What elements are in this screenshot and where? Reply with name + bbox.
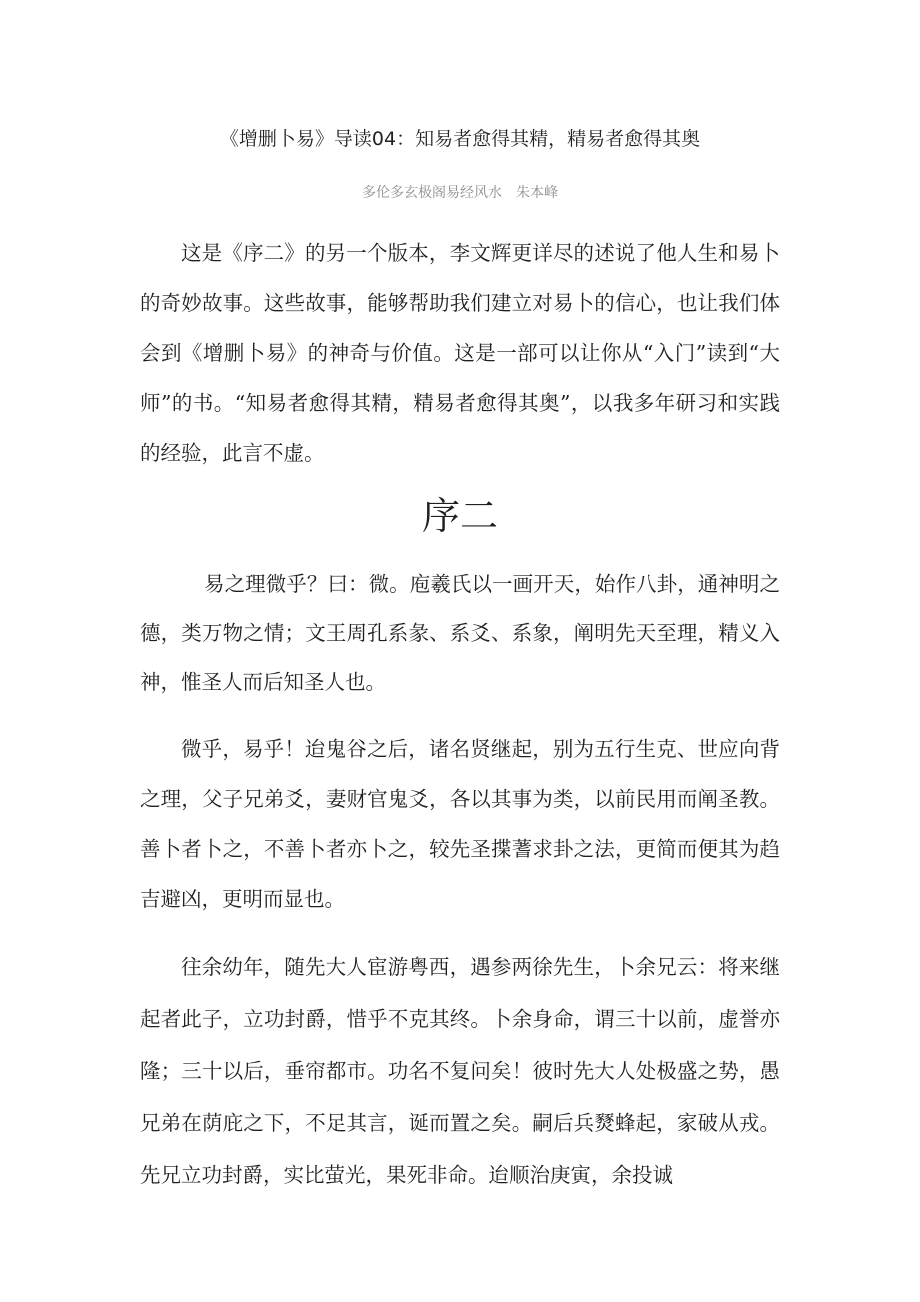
body-paragraph: 往余幼年，随先大人宦游粤西，遇参两徐先生，卜余兄云：将来继起者此子，立功封爵，惜乎不克其终。卜余身命，谓三十以前，虚誉亦隆；三十以后，垂帘都市。功名不复问矣！彼时先大人处极盛之势，愚兄弟在荫庇之下，不足其言，诞而置之矣。嗣后兵燹蜂起，家破从戎。先兄立功封爵，实比萤光，果死非命。迨顺治庚寅，余投诚 [140, 955, 780, 1187]
section-heading: 序二 [421, 494, 498, 538]
intro-paragraph: 这是《序二》的另一个版本，李文辉更详尽的述说了他人生和易卜的奇妙故事。这些故事，能够帮助我们建立对易卜的信心，也让我们体会到《增删卜易》的神奇与价值。这是一部可以让你从“入门”读到“大师”的书。“知易者愈得其精，精易者愈得其奥”，以我多年研习和实践的经验，此言不虚。 [140, 241, 780, 465]
body-paragraph: 易之理微乎？曰：微。庖羲氏以一画开天，始作八卦，通神明之德，类万物之情；文王周孔系彖、系爻、系象，阐明先天至理，精义入神，惟圣人而后知圣人也。 [140, 572, 780, 694]
article-author: 多伦多玄极阁易经风水 朱本峰 [362, 185, 558, 201]
body-paragraph: 微乎，易乎！迨鬼谷之后，诸名贤继起，别为五行生克、世应向背之理，父子兄弟爻，妻财官鬼爻，各以其事为类，以前民用而阐圣教。善卜者卜之，不善卜者亦卜之，较先圣揲蓍求卦之法，更简而便其为趋吉避凶，更明而显也。 [140, 737, 780, 911]
article-title: 《增删卜易》导读04：知易者愈得其精，精易者愈得其奥 [219, 128, 701, 150]
